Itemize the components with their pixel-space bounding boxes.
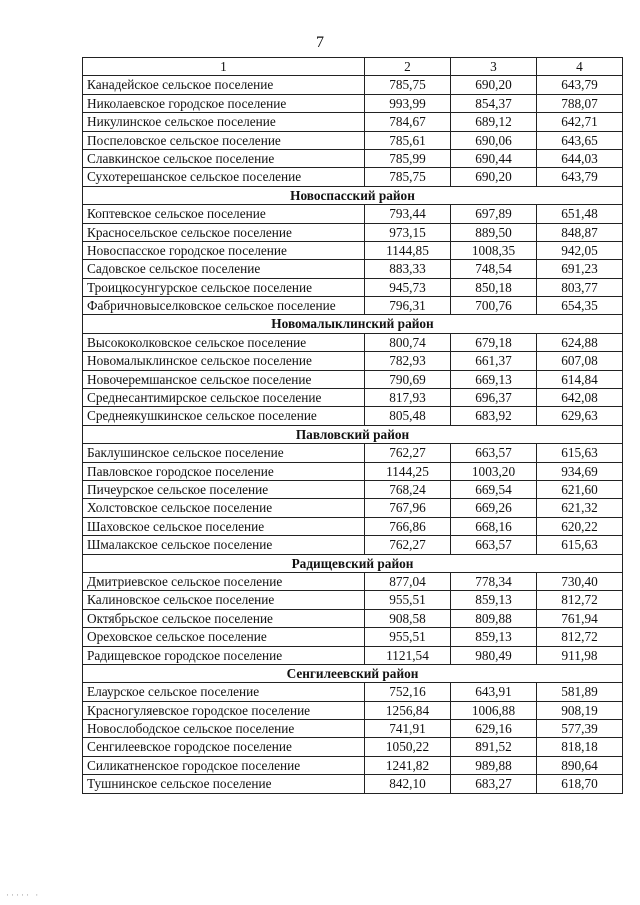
table-row: [83, 205, 623, 223]
value-col-4: 615,63: [537, 536, 623, 554]
value-col-2: 877,04: [365, 572, 451, 590]
value-col-2: 973,15: [365, 223, 451, 241]
settlement-name: Новомалыклинское сельское поселение: [83, 352, 365, 370]
value-col-4: 577,39: [537, 720, 623, 738]
value-col-2: 762,27: [365, 536, 451, 554]
value-col-3: 690,06: [451, 131, 537, 149]
settlement-name: Среднесантимирское сельское поселение: [83, 389, 365, 407]
value-col-3: 889,50: [451, 223, 537, 241]
value-col-4: 643,65: [537, 131, 623, 149]
table-row: [83, 480, 623, 498]
settlement-name: Поспеловское сельское поселение: [83, 131, 365, 149]
settlement-name: Шаховское сельское поселение: [83, 517, 365, 535]
value-col-4: 621,60: [537, 480, 623, 498]
value-col-3: 1003,20: [451, 462, 537, 480]
value-col-3: 850,18: [451, 278, 537, 296]
value-col-2: 768,24: [365, 480, 451, 498]
settlement-name: Сенгилеевское городское поселение: [83, 738, 365, 756]
value-col-2: 955,51: [365, 628, 451, 646]
value-col-4: 691,23: [537, 260, 623, 278]
value-col-4: 621,32: [537, 499, 623, 517]
value-col-3: 661,37: [451, 352, 537, 370]
value-col-2: 883,33: [365, 260, 451, 278]
district-header-row: [83, 425, 623, 443]
tariff-table: [82, 57, 623, 794]
value-col-2: 1144,85: [365, 241, 451, 259]
column-header-1: 1: [83, 58, 365, 76]
district-name: Радищевский район: [83, 554, 623, 572]
scan-mark-left: ····· ·: [6, 890, 41, 900]
value-col-3: 683,92: [451, 407, 537, 425]
value-col-4: 607,08: [537, 352, 623, 370]
table-row: [83, 370, 623, 388]
value-col-3: 700,76: [451, 297, 537, 315]
value-col-2: 782,93: [365, 352, 451, 370]
table-row: [83, 720, 623, 738]
value-col-3: 669,26: [451, 499, 537, 517]
settlement-name: Холстовское сельское поселение: [83, 499, 365, 517]
table-row: [83, 775, 623, 793]
value-col-2: 741,91: [365, 720, 451, 738]
table-row: [83, 646, 623, 664]
page-number: 7: [316, 34, 324, 51]
value-col-3: 859,13: [451, 591, 537, 609]
value-col-4: 642,71: [537, 113, 623, 131]
value-col-4: 911,98: [537, 646, 623, 664]
table-row: [83, 260, 623, 278]
settlement-name: Силикатненское городское поселение: [83, 756, 365, 774]
table-row: [83, 241, 623, 259]
table-row: [83, 572, 623, 590]
value-col-4: 908,19: [537, 701, 623, 719]
district-header-row: [83, 186, 623, 204]
table-row: [83, 407, 623, 425]
district-name: Сенгилеевский район: [83, 664, 623, 682]
value-col-2: 1256,84: [365, 701, 451, 719]
value-col-4: 890,64: [537, 756, 623, 774]
value-col-2: 785,75: [365, 76, 451, 94]
table-row: [83, 499, 623, 517]
district-name: Новоспасский район: [83, 186, 623, 204]
value-col-3: 980,49: [451, 646, 537, 664]
value-col-4: 812,72: [537, 628, 623, 646]
value-col-4: 788,07: [537, 94, 623, 112]
value-col-4: 643,79: [537, 168, 623, 186]
table-row: [83, 462, 623, 480]
settlement-name: Канадейское сельское поселение: [83, 76, 365, 94]
settlement-name: Новослободское сельское поселение: [83, 720, 365, 738]
value-col-4: 848,87: [537, 223, 623, 241]
value-col-3: 663,57: [451, 444, 537, 462]
value-col-2: 993,99: [365, 94, 451, 112]
value-col-2: 785,99: [365, 149, 451, 167]
value-col-2: 817,93: [365, 389, 451, 407]
district-header-row: [83, 554, 623, 572]
value-col-2: 955,51: [365, 591, 451, 609]
value-col-4: 654,35: [537, 297, 623, 315]
value-col-4: 581,89: [537, 683, 623, 701]
value-col-3: 690,20: [451, 168, 537, 186]
value-col-2: 1144,25: [365, 462, 451, 480]
table-row: [83, 278, 623, 296]
value-col-3: 643,91: [451, 683, 537, 701]
value-col-3: 697,89: [451, 205, 537, 223]
table-row: [83, 701, 623, 719]
value-col-3: 854,37: [451, 94, 537, 112]
value-col-4: 812,72: [537, 591, 623, 609]
table-row: [83, 94, 623, 112]
table-row: [83, 168, 623, 186]
settlement-name: Елаурское сельское поселение: [83, 683, 365, 701]
value-col-3: 690,44: [451, 149, 537, 167]
value-col-4: 643,79: [537, 76, 623, 94]
settlement-name: Троицкосунгурское сельское поселение: [83, 278, 365, 296]
value-col-3: 669,54: [451, 480, 537, 498]
settlement-name: Сухотерешанское сельское поселение: [83, 168, 365, 186]
table-body: [83, 76, 623, 793]
value-col-2: 785,75: [365, 168, 451, 186]
value-col-3: 891,52: [451, 738, 537, 756]
value-col-4: 618,70: [537, 775, 623, 793]
table-row: [83, 738, 623, 756]
value-col-3: 1008,35: [451, 241, 537, 259]
value-col-3: 668,16: [451, 517, 537, 535]
value-col-4: 644,03: [537, 149, 623, 167]
value-col-4: 624,88: [537, 333, 623, 351]
district-name: Павловский район: [83, 425, 623, 443]
value-col-2: 785,61: [365, 131, 451, 149]
table-row: [83, 536, 623, 554]
value-col-4: 803,77: [537, 278, 623, 296]
column-header-2: 2: [365, 58, 451, 76]
value-col-2: 805,48: [365, 407, 451, 425]
value-col-2: 767,96: [365, 499, 451, 517]
value-col-3: 669,13: [451, 370, 537, 388]
value-col-2: 762,27: [365, 444, 451, 462]
value-col-4: 761,94: [537, 609, 623, 627]
value-col-2: 1241,82: [365, 756, 451, 774]
settlement-name: Калиновское сельское поселение: [83, 591, 365, 609]
table-row: [83, 297, 623, 315]
table-row: [83, 444, 623, 462]
value-col-3: 696,37: [451, 389, 537, 407]
value-col-4: 620,22: [537, 517, 623, 535]
value-col-2: 790,69: [365, 370, 451, 388]
settlement-name: Коптевское сельское поселение: [83, 205, 365, 223]
table-row: [83, 149, 623, 167]
settlement-name: Пичеурское сельское поселение: [83, 480, 365, 498]
value-col-3: 1006,88: [451, 701, 537, 719]
value-col-4: 615,63: [537, 444, 623, 462]
value-col-2: 1050,22: [365, 738, 451, 756]
value-col-3: 629,16: [451, 720, 537, 738]
settlement-name: Новочеремшанское сельское поселение: [83, 370, 365, 388]
value-col-4: 642,08: [537, 389, 623, 407]
settlement-name: Баклушинское сельское поселение: [83, 444, 365, 462]
table-row: [83, 591, 623, 609]
value-col-4: 614,84: [537, 370, 623, 388]
value-col-3: 809,88: [451, 609, 537, 627]
value-col-2: 908,58: [365, 609, 451, 627]
value-col-3: 689,12: [451, 113, 537, 131]
table-row: [83, 683, 623, 701]
value-col-3: 679,18: [451, 333, 537, 351]
settlement-name: Тушнинское сельское поселение: [83, 775, 365, 793]
value-col-2: 784,67: [365, 113, 451, 131]
settlement-name: Дмитриевское сельское поселение: [83, 572, 365, 590]
table-row: [83, 352, 623, 370]
value-col-2: 796,31: [365, 297, 451, 315]
table-row: [83, 609, 623, 627]
district-header-row: [83, 315, 623, 333]
settlement-name: Павловское городское поселение: [83, 462, 365, 480]
value-col-4: 818,18: [537, 738, 623, 756]
district-header-row: [83, 664, 623, 682]
value-col-2: 793,44: [365, 205, 451, 223]
table-row: [83, 131, 623, 149]
settlement-name: Славкинское сельское поселение: [83, 149, 365, 167]
settlement-name: Новоспасское городское поселение: [83, 241, 365, 259]
value-col-3: 663,57: [451, 536, 537, 554]
value-col-2: 800,74: [365, 333, 451, 351]
settlement-name: Красногуляевское городское поселение: [83, 701, 365, 719]
value-col-3: 989,88: [451, 756, 537, 774]
table-row: [83, 389, 623, 407]
table-header-row: [83, 58, 623, 76]
value-col-3: 683,27: [451, 775, 537, 793]
value-col-3: 748,54: [451, 260, 537, 278]
table-row: [83, 756, 623, 774]
table-row: [83, 517, 623, 535]
value-col-4: 934,69: [537, 462, 623, 480]
value-col-2: 1121,54: [365, 646, 451, 664]
value-col-3: 778,34: [451, 572, 537, 590]
settlement-name: Садовское сельское поселение: [83, 260, 365, 278]
column-header-4: 4: [537, 58, 623, 76]
table-row: [83, 333, 623, 351]
table-row: [83, 113, 623, 131]
settlement-name: Шмалакское сельское поселение: [83, 536, 365, 554]
table-row: [83, 223, 623, 241]
value-col-2: 752,16: [365, 683, 451, 701]
value-col-4: 651,48: [537, 205, 623, 223]
settlement-name: Никулинское сельское поселение: [83, 113, 365, 131]
column-header-3: 3: [451, 58, 537, 76]
settlement-name: Красносельское сельское поселение: [83, 223, 365, 241]
district-name: Новомалыклинский район: [83, 315, 623, 333]
value-col-3: 859,13: [451, 628, 537, 646]
value-col-4: 730,40: [537, 572, 623, 590]
settlement-name: Фабричновыселковское сельское поселение: [83, 297, 365, 315]
table-row: [83, 628, 623, 646]
settlement-name: Среднеякушкинское сельское поселение: [83, 407, 365, 425]
table-row: [83, 76, 623, 94]
value-col-4: 942,05: [537, 241, 623, 259]
value-col-2: 842,10: [365, 775, 451, 793]
value-col-2: 766,86: [365, 517, 451, 535]
settlement-name: Ореховское сельское поселение: [83, 628, 365, 646]
value-col-4: 629,63: [537, 407, 623, 425]
value-col-2: 945,73: [365, 278, 451, 296]
settlement-name: Николаевское городское поселение: [83, 94, 365, 112]
settlement-name: Высококолковское сельское поселение: [83, 333, 365, 351]
settlement-name: Радищевское городское поселение: [83, 646, 365, 664]
value-col-3: 690,20: [451, 76, 537, 94]
settlement-name: Октябрьское сельское поселение: [83, 609, 365, 627]
